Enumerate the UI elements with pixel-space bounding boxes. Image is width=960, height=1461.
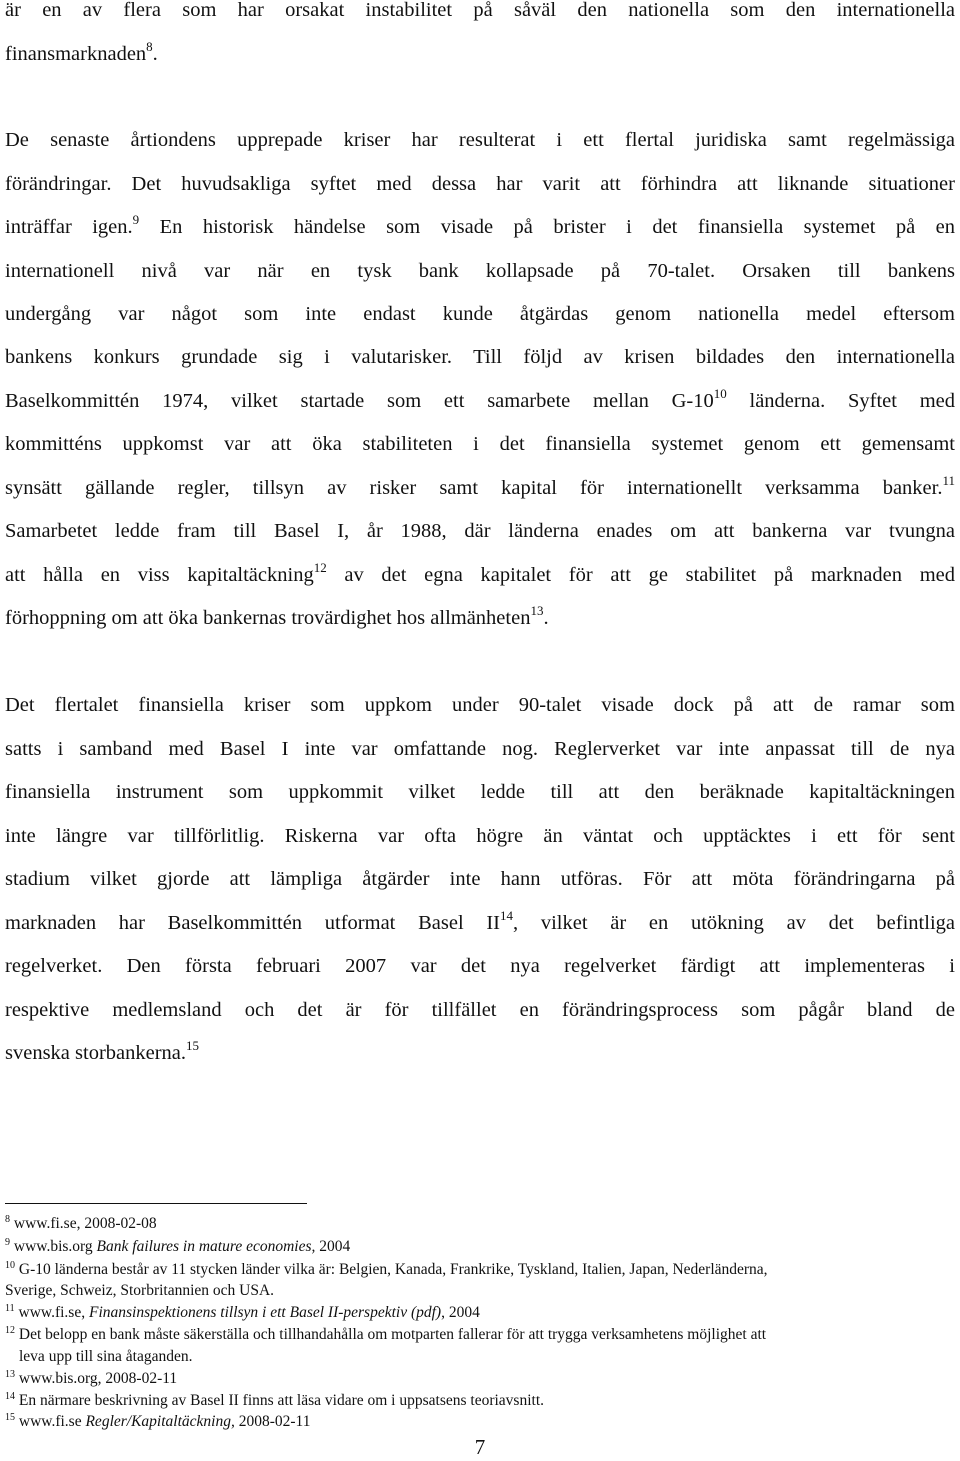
footnote-14: $^{14}$ En närmare beskrivning av Basel II finns att läsa vidare om i uppsatsens teoriavsnitt. [5, 1391, 545, 1409]
footnote-9: $^9$ www.bis.org Bank failures in mature economies, 2004 [5, 1237, 351, 1255]
footnote-separator [5, 1203, 307, 1204]
paragraph-2-line-11: att hålla en viss kapitaltäckning$^{12}$ av det egna kapitalet för att ge stabilitet på marknaden med [5, 560, 955, 586]
paragraph-3-line-4: inte längre var tillförlitlig. Riskerna var ofta högre än väntat och upptäcktes i ett för sent [5, 825, 955, 847]
paragraph-2-line-5: undergång var något som inte endast kunde åtgärdas genom nationella medel eftersom [5, 303, 955, 325]
footnote-ref-14: 14 [500, 908, 514, 923]
paragraph-2-line-3: inträffar igen.$^9$ En historisk händelse som visade på brister i det finansiella systemet på en [5, 212, 955, 238]
paragraph-2-line-8: kommitténs uppkomst var att öka stabiliteten i det finansiella systemet genom ett gemensamt [5, 433, 955, 455]
paragraph-1-line-1: är en av flera som har orsakat instabilitet på såväl den nationella som den internationella [5, 0, 955, 21]
footnote-ref-9: 9 [132, 212, 140, 227]
paragraph-3-line-1: Det flertalet finansiella kriser som uppkom under 90-talet visade dock på att de ramar som [5, 694, 955, 716]
paragraph-2-line-12: förhoppning om att öka bankernas trovärdighet hos allmänheten$^{13}$. [5, 603, 549, 629]
paragraph-3-line-3: finansiella instrument som uppkommit vilket ledde till att den beräknade kapitaltäckningen [5, 781, 955, 803]
footnote-12: $^{12}$ Det belopp en bank måste säkerställa och tillhandahålla om motparten fallerar för att trygga verksamhetens möjlighet att [5, 1325, 767, 1343]
footnote-ref-13: 13 [530, 603, 544, 618]
page-number: 7 [474, 1435, 486, 1459]
footnote-ref-8: 8 [146, 39, 153, 54]
paragraph-3-line-7: regelverket. Den första februari 2007 var det nya regelverket färdigt att implementeras i [5, 955, 955, 977]
footnote-12-continued: leva upp till sina åtaganden. [19, 1348, 193, 1365]
paragraph-3-line-2: satts i samband med Basel I inte var omfattande nog. Reglerverket var inte anpassat till de nya [5, 738, 955, 760]
paragraph-2-line-1: De senaste årtiondens upprepade kriser har resulterat i ett flertal juridiska samt regelmässiga [5, 129, 955, 151]
paragraph-3-line-9: svenska storbankerna.$^{15}$ [5, 1038, 200, 1064]
footnote-ref-12: 12 [313, 560, 327, 575]
footnote-ref-11: 11 [942, 473, 955, 488]
paragraph-3-line-6: marknaden har Baselkommittén utformat Basel II$^{14}$, vilket är en utökning av det befintliga [5, 908, 955, 934]
footnote-8: $^8$ www.fi.se, 2008-02-08 [5, 1214, 157, 1232]
footnote-15: $^{15}$ www.fi.se Regler/Kapitaltäckning, 2008-02-11 [5, 1412, 311, 1430]
footnote-10: $^{10}$ G-10 länderna består av 11 stycken länder vilka är: Belgien, Kanada, Frankrike, Tyskland, Italien, Japan, Nederländerna, [5, 1260, 768, 1278]
paragraph-3-line-5: stadium vilket gjorde att lämpliga åtgärder inte hann utföras. För att möta förändringarna på [5, 868, 955, 890]
paragraph-2-line-6: bankens konkurs grundade sig i valutarisker. Till följd av krisen bildades den internationella [5, 346, 955, 368]
footnote-ref-10: 10 [713, 386, 727, 401]
paragraph-2-line-2: förändringar. Det huvudsakliga syftet med dessa har varit att förhindra att liknande situationer [5, 173, 955, 195]
paragraph-2-line-9: synsätt gällande regler, tillsyn av risker samt kapital för internationellt verksamma banker.$^{11}$ [5, 473, 955, 499]
paragraph-1-line-2: finansmarknaden$^8$. [5, 39, 158, 65]
footnote-13: $^{13}$ www.bis.org, 2008-02-11 [5, 1369, 178, 1387]
footnote-11: $^{11}$ www.fi.se, Finansinspektionens tillsyn i ett Basel II-perspektiv (pdf), 2004 [5, 1303, 480, 1321]
paragraph-2-line-4: internationell nivå var när en tysk bank kollapsade på 70-talet. Orsaken till bankens [5, 260, 955, 282]
paragraph-2-line-10: Samarbetet ledde fram till Basel I, år 1988, där länderna enades om att bankerna var tvungna [5, 520, 955, 542]
footnote-ref-15: 15 [186, 1038, 200, 1053]
footnote-10-continued: Sverige, Schweiz, Storbritannien och USA. [5, 1282, 275, 1299]
paragraph-2-line-7: Baselkommittén 1974, vilket startade som ett samarbete mellan $G-10^{10}$ länderna. Syftet med [5, 386, 955, 412]
paragraph-3-line-8: respektive medlemsland och det är för tillfället en förändringsprocess som pågår bland de [5, 999, 955, 1021]
